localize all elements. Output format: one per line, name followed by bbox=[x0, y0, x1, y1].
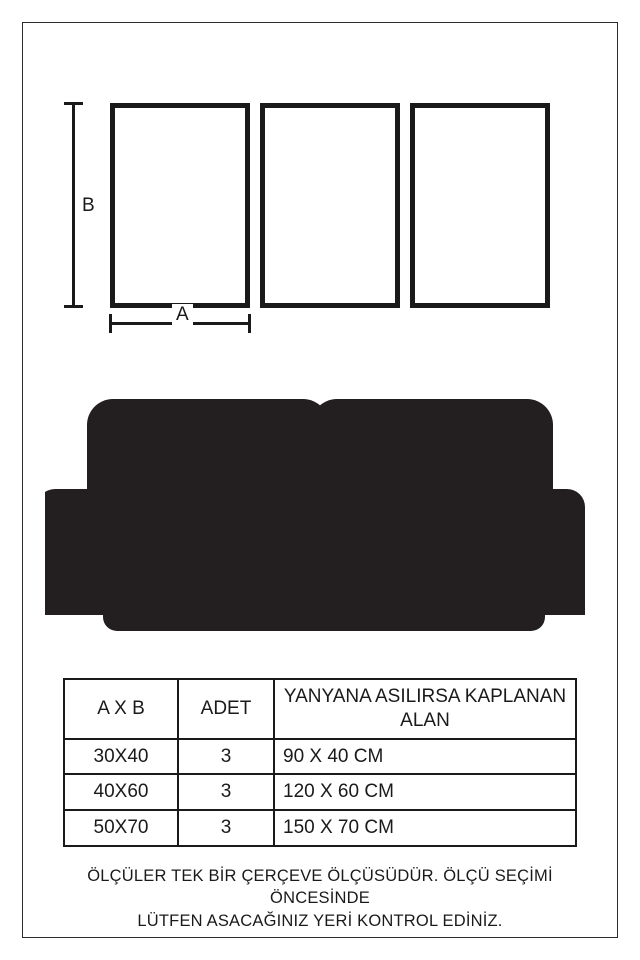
size-table bbox=[63, 678, 577, 847]
picture-frame bbox=[110, 103, 250, 308]
picture-frame bbox=[410, 103, 550, 308]
table-row bbox=[64, 739, 576, 775]
cell-size: 40X60 bbox=[64, 774, 178, 810]
cell-area: 150 X 70 CM bbox=[274, 810, 576, 846]
sofa-illustration bbox=[45, 385, 595, 635]
size-table-wrapper bbox=[63, 678, 577, 847]
height-dimension-line bbox=[72, 103, 75, 308]
width-tick-right bbox=[248, 314, 251, 333]
footer-note-line-2: LÜTFEN ASACAĞINIZ YERİ KONTROL EDİNİZ. bbox=[137, 911, 503, 930]
table-header-row bbox=[64, 679, 576, 739]
picture-frame bbox=[260, 103, 400, 308]
header-area: YANYANA ASILIRSA KAPLANAN ALAN bbox=[274, 679, 576, 739]
table-row bbox=[64, 774, 576, 810]
width-tick-left bbox=[109, 314, 112, 333]
height-tick-bottom bbox=[64, 305, 83, 308]
frames-diagram bbox=[60, 85, 580, 340]
cell-size: 50X70 bbox=[64, 810, 178, 846]
cell-area: 120 X 60 CM bbox=[274, 774, 576, 810]
sofa-icon bbox=[45, 385, 595, 635]
width-dimension-label: A bbox=[172, 304, 193, 326]
height-tick-top bbox=[64, 102, 83, 105]
table-row bbox=[64, 810, 576, 846]
header-quantity: ADET bbox=[178, 679, 274, 739]
cell-quantity: 3 bbox=[178, 739, 274, 775]
footer-note bbox=[55, 865, 585, 932]
header-size: A X B bbox=[64, 679, 178, 739]
cell-quantity: 3 bbox=[178, 810, 274, 846]
footer-note-line-1: ÖLÇÜLER TEK BİR ÇERÇEVE ÖLÇÜSÜDÜR. ÖLÇÜ SEÇİMİ ÖNCESİNDE bbox=[87, 867, 553, 908]
height-dimension-label: B bbox=[82, 195, 96, 216]
cell-size: 30X40 bbox=[64, 739, 178, 775]
cell-quantity: 3 bbox=[178, 774, 274, 810]
cell-area: 90 X 40 CM bbox=[274, 739, 576, 775]
